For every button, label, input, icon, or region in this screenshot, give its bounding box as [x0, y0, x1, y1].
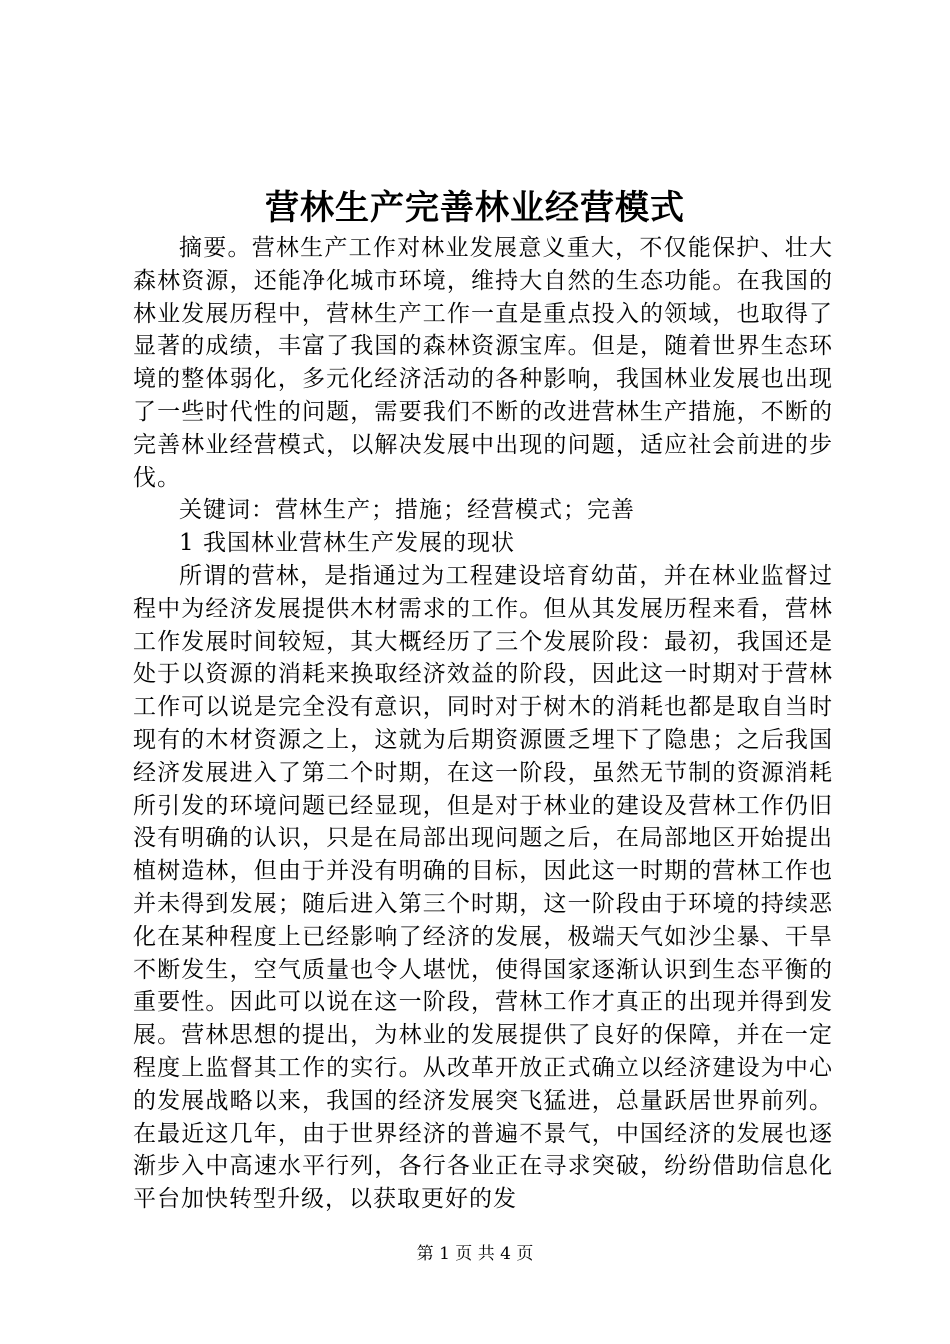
- section-heading: 1 我国林业营林生产发展的现状: [179, 530, 515, 557]
- document-title: 营林生产完善林业经营模式: [265, 188, 685, 228]
- document-body: [133, 232, 833, 1216]
- abstract-paragraph: 摘要。营林生产工作对林业发展意义重大，不仅能保护、壮大森林资源，还能净化城市环境，维持大自然的生态功能。在我国的林业发展历程中，营林生产工作一直是重点投入的领域，也取得了显著的成绩，丰富了我国的森林资源宝库。但是，随着世界生态环境的整体弱化，多元化经济活动的各种影响，我国林业发展也出现了一些时代性的问题，需要我们不断的改进营林生产措施，不断的完善林业经营模式，以解决发展中出现的问题，适应社会前进的步伐。: [133, 235, 833, 491]
- page-number-footer: 第 1 页 共 4 页: [416, 1244, 534, 1264]
- keywords-paragraph: 关键词：营林生产；措施；经营模式；完善: [179, 497, 635, 524]
- body-paragraph: 所谓的营林，是指通过为工程建设培育幼苗，并在林业监督过程中为经济发展提供木材需求的工作。但从其发展历程来看，营林工作发展时间较短，其大概经历了三个发展阶段：最初，我国还是处于以资源的消耗来换取经济效益的阶段，因此这一时期对于营林工作可以说是完全没有意识，同时对于树木的消耗也都是取自当时现有的木材资源之上，这就为后期资源匮乏埋下了隐患；之后我国经济发展进入了第二个时期，在这一阶段，虽然无节制的资源消耗所引发的环境问题已经显现，但是对于林业的建设及营林工作仍旧没有明确的认识，只是在局部出现问题之后，在局部地区开始提出植树造林，但由于并没有明确的目标，因此这一时期的营林工作也并未得到发展；随后进入第三个时期，这一阶段由于环境的持续恶化在某种程度上已经影响了经济的发展，极端天气如沙尘暴、干旱不断发生，空气质量也令人堪忧，使得国家逐渐认识到生态平衡的重要性。因此可以说在这一阶段，营林工作才真正的出现并得到发展。营林思想的提出，为林业的发展提供了良好的保障，并在一定程度上监督其工作的实行。从改革开放正式确立以经济建设为中心的发展战略以来，我国的经济发展突飞猛进，总量跃居世界前列。在最近这几年，由于世界经济的普遍不景气，中国经济的发展也逐渐步入中高速水平行列，各行各业正在寻求突破，纷纷借助信息化平台加快转型升级，以获取更好的发: [133, 562, 833, 1213]
